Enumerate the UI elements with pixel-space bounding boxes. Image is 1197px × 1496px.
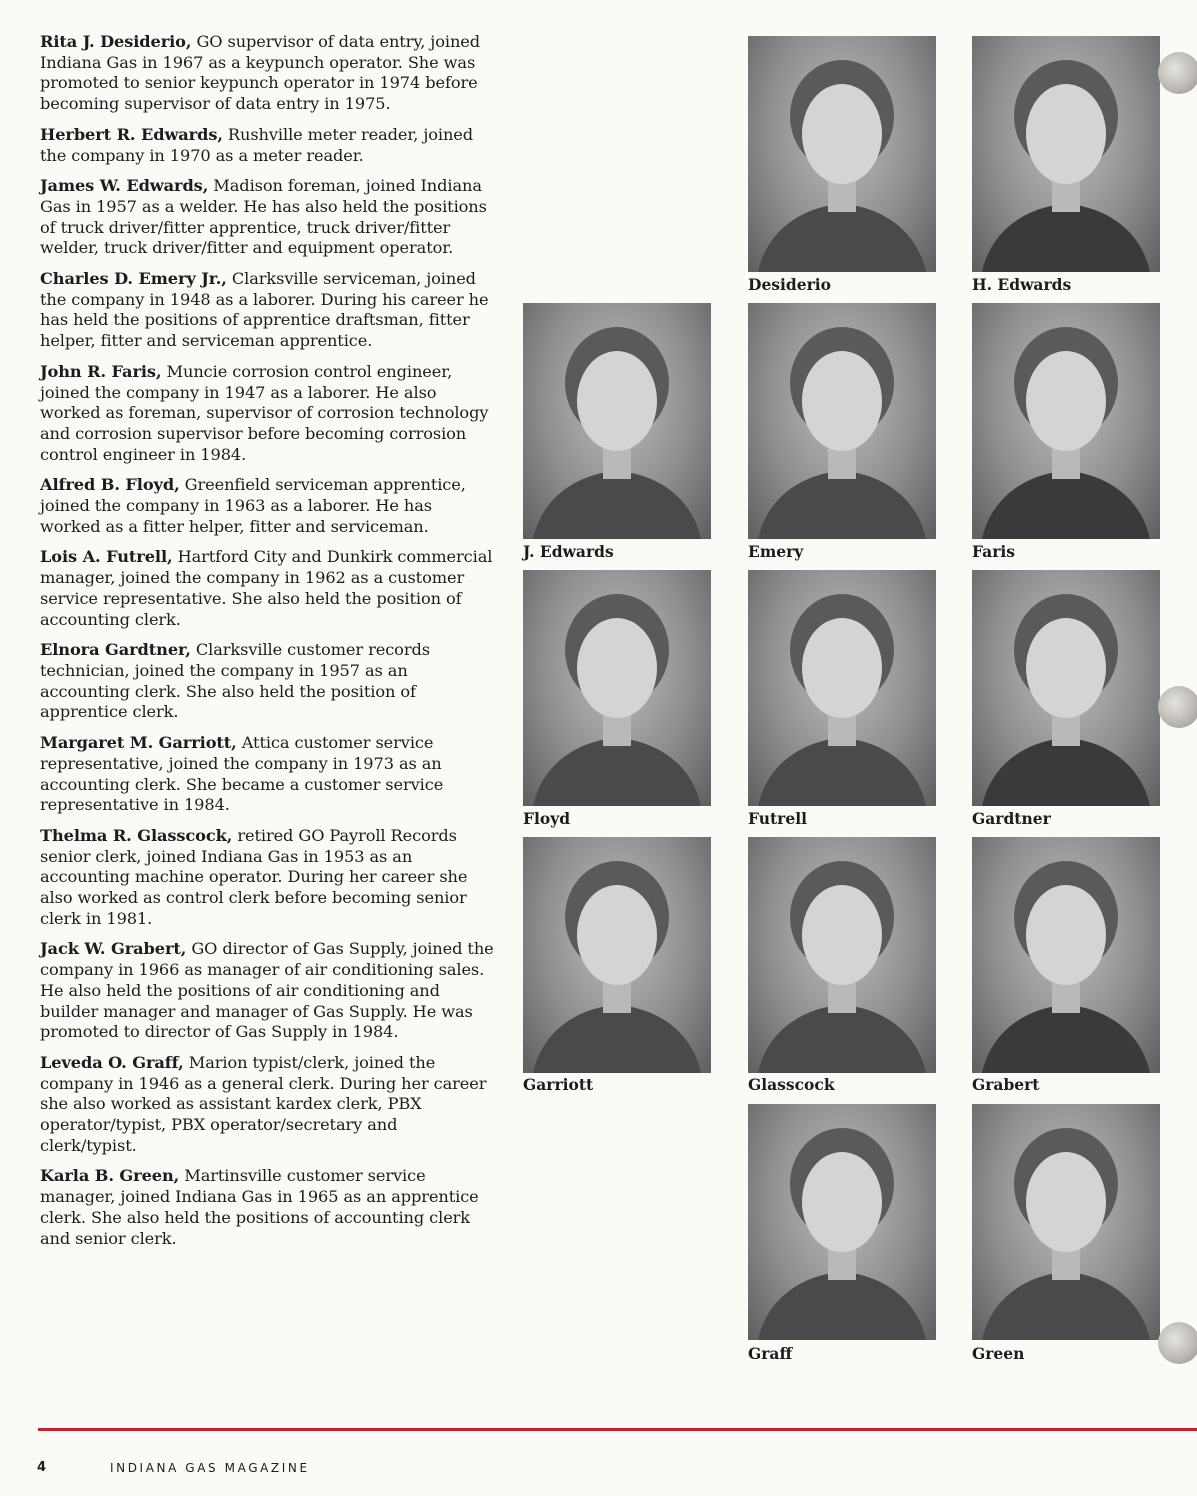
bio-text: Martinsville customer service manager, joined Indiana Gas in 1965 as an apprentice clerk. She also held the positions of accounting clerk and senior clerk.: [40, 1166, 479, 1248]
bio-text: GO supervisor of data entry, joined Indiana Gas in 1967 as a keypunch operator. She was promoted to senior keypunch operator in 1974 before becoming supervisor of data entry in 1975.: [40, 32, 481, 114]
bio-name: Lois A. Futrell,: [40, 547, 173, 567]
bio-entry: [40, 939, 495, 1043]
bio-entry: [40, 362, 495, 466]
bio-text: Rushville meter reader, joined the company in 1970 as a meter reader.: [40, 124, 474, 165]
bio-name: John R. Faris,: [40, 361, 162, 381]
bio-entry: [40, 547, 495, 630]
portrait-photo: [748, 1104, 936, 1340]
photo-caption: H. Edwards: [972, 275, 1072, 294]
bio-name: Jack W. Grabert,: [40, 939, 187, 959]
portrait-silhouette: [972, 570, 1160, 806]
photo-caption: J. Edwards: [523, 542, 614, 561]
binder-hole: [1158, 1322, 1197, 1364]
bio-entry: [40, 1166, 495, 1249]
portrait-silhouette: [748, 1104, 936, 1340]
magazine-title: INDIANA GAS MAGAZINE: [110, 1461, 310, 1475]
photo-caption: Grabert: [972, 1075, 1040, 1094]
photo-caption: Glasscock: [748, 1075, 835, 1094]
portrait-photo: [972, 36, 1160, 272]
bio-entry: [40, 826, 495, 930]
bio-name: Margaret M. Garriott,: [40, 733, 237, 753]
photo-caption: Desiderio: [748, 275, 832, 294]
portrait-photo: [748, 303, 936, 539]
biography-column: [40, 32, 495, 1259]
bio-text: Marion typist/clerk, joined the company in 1946 as a general clerk. During her career she also worked as assistant kardex clerk, PBX operator/typist, PBX operator/secretary and clerk/typist.: [40, 1052, 487, 1155]
bio-name: Karla B. Green,: [40, 1166, 180, 1186]
bio-text: Clarksville customer records technician, joined the company in 1957 as an accounting clerk. She also held the position of apprentice clerk.: [40, 640, 430, 722]
portrait-photo: [748, 36, 936, 272]
bio-name: Elnora Gardtner,: [40, 640, 191, 660]
portrait-silhouette: [972, 1104, 1160, 1340]
bio-text: Madison foreman, joined Indiana Gas in 1957 as a welder. He has also held the positions of truck driver/fitter apprentice, truck driver/fitter welder, truck driver/fitter and equipment operator.: [40, 176, 487, 258]
bio-entry: [40, 475, 495, 537]
portrait-photo: [748, 570, 936, 806]
bio-name: Alfred B. Floyd,: [40, 475, 180, 495]
photo-caption: Green: [972, 1344, 1025, 1363]
portrait-photo: [523, 837, 711, 1073]
bio-name: Charles D. Emery Jr.,: [40, 269, 227, 289]
bio-entry: [40, 733, 495, 816]
photo-caption: Garriott: [523, 1075, 594, 1094]
bio-text: Clarksville serviceman, joined the company in 1948 as a laborer. During his career he has held the positions of apprentice draftsman, fitter helper, fitter and serviceman apprentice.: [40, 269, 489, 351]
bio-entry: [40, 640, 495, 723]
photo-caption: Emery: [748, 542, 804, 561]
portrait-photo: [972, 570, 1160, 806]
photo-caption: Futrell: [748, 809, 807, 828]
bio-text: Attica customer service representative, joined the company in 1973 as an accounting clerk. She became a customer service representative in 1984.: [40, 733, 444, 815]
bio-text: GO director of Gas Supply, joined the company in 1966 as manager of air conditioning sales. He also held the positions of air conditioning and builder manager and manager of Gas Supply. He was promoted to director of Gas Supply in 1984.: [40, 939, 494, 1042]
bio-entry: [40, 1053, 495, 1157]
photo-caption: Graff: [748, 1344, 793, 1363]
portrait-silhouette: [748, 570, 936, 806]
portrait-photo: [972, 1104, 1160, 1340]
bio-text: Greenfield serviceman apprentice, joined the company in 1963 as a laborer. He has worked as a fitter helper, fitter and serviceman.: [40, 475, 466, 536]
bio-text: Hartford City and Dunkirk commercial manager, joined the company in 1962 as a customer service representative. She also held the position of accounting clerk.: [40, 547, 493, 629]
photo-caption: Gardtner: [972, 809, 1051, 828]
portrait-silhouette: [523, 570, 711, 806]
portrait-photo: [523, 570, 711, 806]
portrait-silhouette: [748, 36, 936, 272]
binder-hole: [1158, 686, 1197, 728]
portrait-silhouette: [523, 303, 711, 539]
bio-entry: [40, 32, 495, 115]
portrait-silhouette: [748, 303, 936, 539]
bio-entry: [40, 269, 495, 352]
bio-text: retired GO Payroll Records senior clerk, joined Indiana Gas in 1953 as an accounting machine operator. During her career she also worked as control clerk before becoming senior clerk in 1981.: [40, 825, 468, 928]
portrait-photo: [748, 837, 936, 1073]
portrait-silhouette: [972, 303, 1160, 539]
bio-name: James W. Edwards,: [40, 176, 209, 196]
bio-name: Thelma R. Glasscock,: [40, 825, 233, 845]
bio-entry: [40, 125, 495, 166]
portrait-silhouette: [972, 837, 1160, 1073]
bio-name: Leveda O. Graff,: [40, 1052, 184, 1072]
portrait-photo: [523, 303, 711, 539]
photo-caption: Floyd: [523, 809, 571, 828]
portrait-photo: [972, 303, 1160, 539]
portrait-silhouette: [748, 837, 936, 1073]
bio-entry: [40, 176, 495, 259]
photo-caption: Faris: [972, 542, 1015, 561]
bio-name: Herbert R. Edwards,: [40, 124, 223, 144]
portrait-silhouette: [523, 837, 711, 1073]
page-number: 4: [37, 1460, 47, 1475]
bio-name: Rita J. Desiderio,: [40, 32, 192, 51]
portrait-silhouette: [972, 36, 1160, 272]
bio-text: Muncie corrosion control engineer, joined the company in 1947 as a laborer. He also worked as foreman, supervisor of corrosion technology and corrosion supervisor before becoming corrosion control engineer in 1984.: [40, 361, 489, 464]
footer-rule: [38, 1428, 1197, 1431]
binder-hole: [1158, 52, 1197, 94]
portrait-photo: [972, 837, 1160, 1073]
